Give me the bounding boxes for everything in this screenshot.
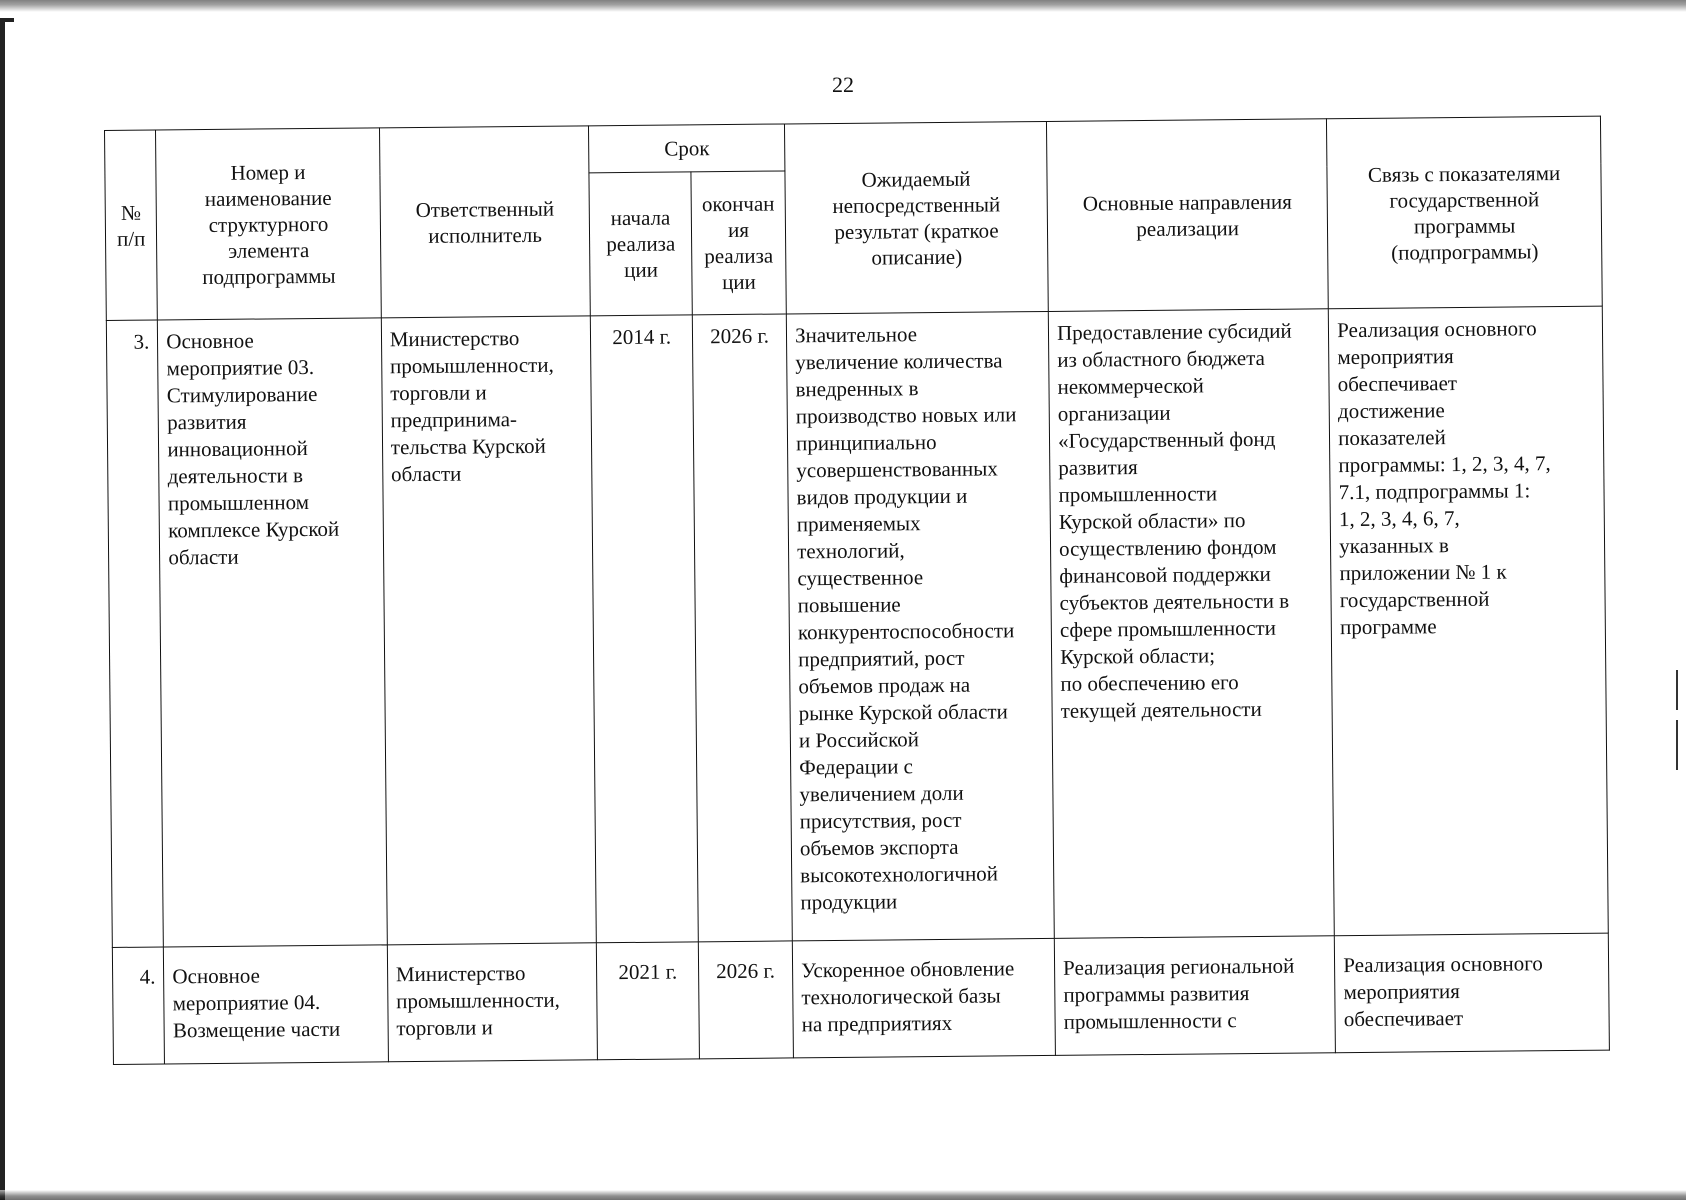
scan-artifact [1676,670,1678,710]
row-directions: Предоставление субсидий из областного бюджета некоммерческой организации «Государственный фонд развития промышленности Курской области» по осуществлению фондом финансовой поддержки субъектов деятельности в сфере промышленности Курской области; по обеспечению его текущей деятельности [1048,309,1334,939]
header-term: Срок [589,124,785,173]
header-start: начала реализа ции [589,172,692,316]
program-table [104,116,1610,1065]
scan-edge-bottom [0,1190,1686,1200]
row-directions: Реализация региональной программы развития промышленности с [1054,936,1335,1056]
scan-artifact [1676,720,1678,770]
scan-edge-top [0,0,1686,12]
row-end: 2026 г. [698,941,793,1059]
row-executor: Министерство промышленности, торговли и [387,943,598,1062]
row-num: 3. [106,320,163,947]
header-executor: Ответственный исполнитель [379,126,590,318]
row-link: Реализация основного мероприятия обеспечивает достижение показателей программы: 1, 2, 3, 4, 7, 7.1, подпрограммы 1: 1, 2, 3, 4, 6, 7, указанных в приложении № 1 к государственной программе [1328,306,1608,936]
header-directions: Основные направления реализации [1046,119,1328,312]
row-name: Основное мероприятие 04. Возмещение части [164,945,389,1064]
table-row [106,306,1608,947]
row-result: Ускоренное обновление технологической базы на предприятиях [792,938,1055,1058]
table-row [112,933,1609,1064]
header-row [105,116,1601,177]
header-result: Ожидаемый непосредственный результат (краткое описание) [785,121,1049,314]
row-link: Реализация основного мероприятия обеспечивает [1334,933,1609,1053]
header-end: окончан ия реализа ции [691,171,786,315]
header-num: № п/п [105,130,158,320]
scan-edge-left [0,18,14,1200]
header-name: Номер и наименование структурного элемента подпрограммы [156,128,381,320]
page-number: 22 [832,72,854,97]
header-link: Связь с показателями государственной программы (подпрограммы) [1327,116,1603,309]
row-start: 2021 г. [597,942,700,1060]
row-result: Значительное увеличение количества внедренных в производство новых или принципиально усовершенствованных видов продукции и применяемых технологий, существенное повышение конкурентоспособности предприятий, рост объемов продаж на рынке Курской области и Российской Федерации с увеличением доли присутствия, рост объемов экспорта высокотехнологичной продукции [786,311,1054,940]
row-name: Основное мероприятие 03. Стимулирование развития инновационной деятельности в промышленном комплексе Курской области [158,318,387,947]
row-executor: Министерство промышленности, торговли и предпринима- тельства Курской области [381,316,597,945]
row-num: 4. [112,947,164,1064]
row-start: 2014 г. [591,315,699,943]
row-end: 2026 г. [692,314,792,942]
